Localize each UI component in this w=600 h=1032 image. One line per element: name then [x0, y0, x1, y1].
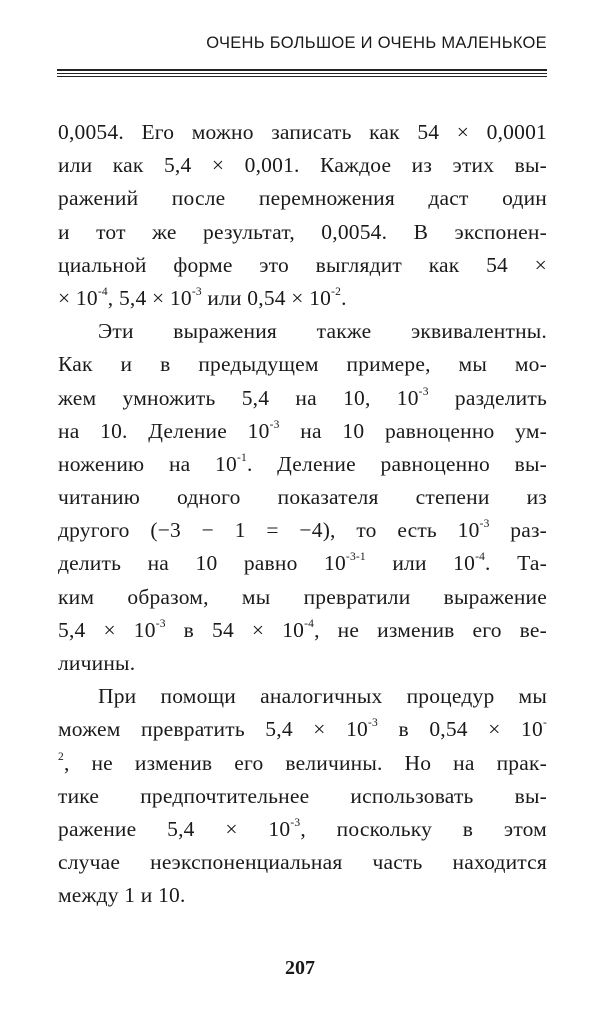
text-line: При помощи аналогичных процедур мы [98, 684, 547, 709]
exponent: - [542, 717, 547, 730]
exponent: -4 [97, 285, 108, 298]
exponent: 2 [58, 750, 64, 763]
text-line: ножению на $10^{-1}$. Деление равноценно вы- [58, 451, 547, 476]
page-number: 207 [285, 957, 315, 979]
text-line: $^2$, не изменив его величины. Но на прак- [58, 750, 547, 775]
text-line: или как 5,4 × 0,001. Каждое из этих вы- [58, 153, 547, 178]
exponent: -3-1 [345, 551, 366, 564]
exponent: -3 [290, 816, 301, 829]
exponent: -1 [236, 451, 247, 464]
text-line: ражение $5,4 \times 10^{-3}$, поскольку в этом [58, 816, 547, 841]
text-line: тике предпочтительнее использовать вы- [58, 783, 547, 808]
text-line: между 1 и 10. [58, 883, 186, 908]
text-line: ражений после перемножения даст один [58, 186, 547, 211]
exponent: -3 [191, 285, 202, 298]
exponent: -3 [155, 617, 166, 630]
header-rule-middle [57, 73, 547, 74]
text-line: $5,4 \times 10^{-3}$ в $54 \times 10^{-4}$, не изменив его ве- [58, 617, 548, 642]
text-line: циальной форме это выглядит как 54 × [58, 252, 547, 277]
exponent: -4 [304, 617, 315, 630]
text-line: 0,0054. Его можно записать как 54 × 0,0001 [58, 120, 547, 144]
text-line: делить на 10 равно $10^{-3-1}$ или $10^{-4}$. Та- [58, 551, 547, 576]
text-line: можем превратить $5,4 \times 10^{-3}$ в 0,54 × 10- [58, 717, 547, 742]
exponent: -2 [331, 285, 342, 298]
running-header: ОЧЕНЬ БОЛЬШОЕ И ОЧЕНЬ МАЛЕНЬКОЕ [206, 34, 547, 52]
header-rule-bottom [57, 76, 547, 77]
text-line: ким образом, мы превратили выражение [58, 584, 547, 609]
exponent: -3 [479, 518, 490, 531]
text-line: личины. [58, 651, 136, 675]
header-rule-top [57, 69, 547, 71]
text-line: случае неэкспоненциальная часть находится [58, 850, 547, 875]
exponent: -3 [418, 385, 429, 398]
exponent: -4 [475, 551, 486, 564]
text-line: жем умножить 5,4 на 10, $10^{-3}$ разделить [58, 385, 547, 410]
text-line: на 10. Деление $10^{-3}$ на 10 равноценно ум- [58, 418, 547, 443]
text-line: Эти выражения также эквивалентны. [98, 319, 547, 344]
text-line: Как и в предыдущем примере, мы мо- [58, 352, 547, 377]
text-line: читанию одного показателя степени из [58, 485, 547, 510]
exponent: -3 [269, 418, 280, 431]
exponent: -3 [368, 717, 378, 730]
text-line: другого (−3 − 1 = −4), то есть $10^{-3}$ раз- [58, 518, 548, 543]
page-body [58, 116, 547, 913]
text-line: × $10^{-4}$, $5,4 \times 10^{-3}$ или $0,54 \times 10^{-2}$. [58, 285, 347, 310]
text-line: и тот же результат, 0,0054. В экспонен- [58, 219, 547, 244]
